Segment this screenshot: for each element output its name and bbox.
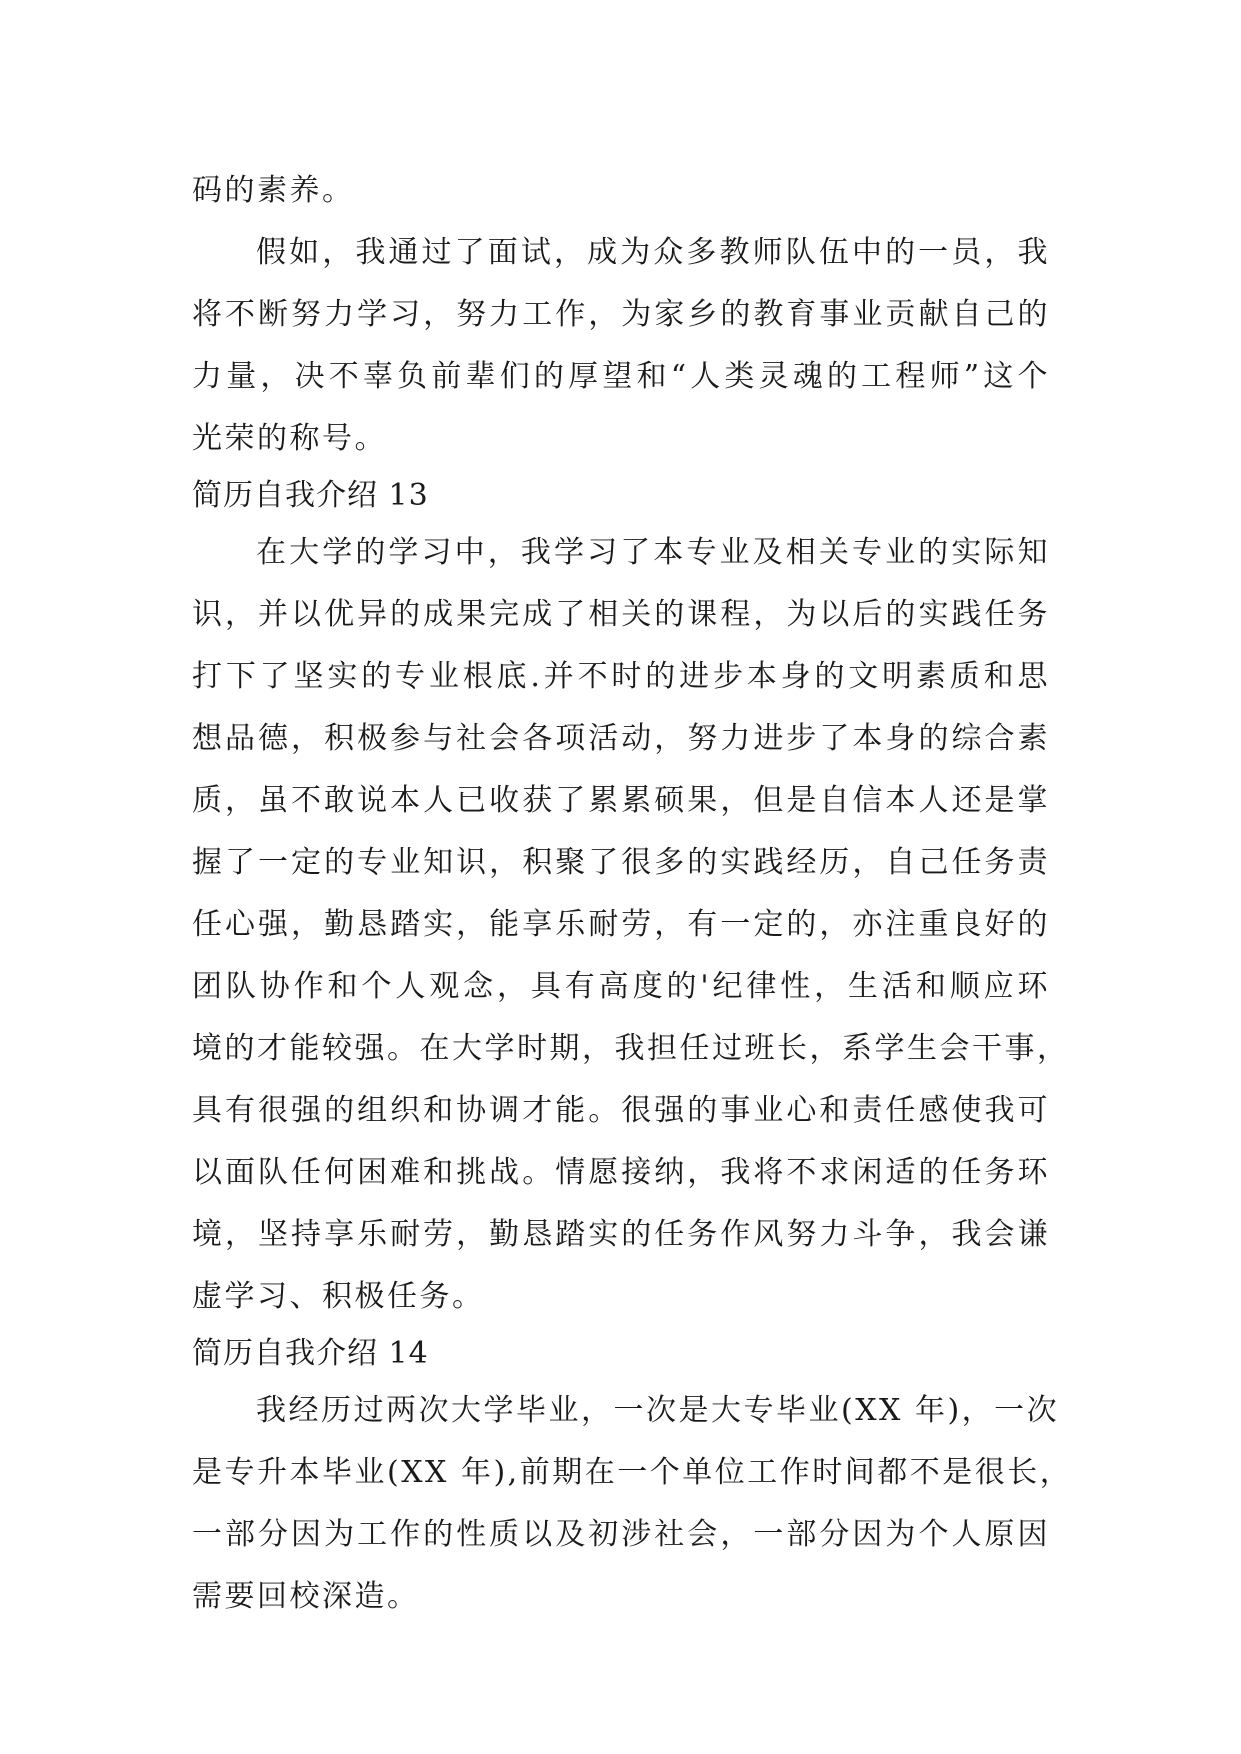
paragraph-line: 境，坚持享乐耐劳，勤恳踏实的任务作风努力斗争，我会谦 bbox=[192, 1217, 1050, 1252]
paragraph-line: 以面队任何困难和挑战。情愿接纳，我将不求闲适的任务环 bbox=[192, 1155, 1050, 1190]
paragraph-intro bbox=[192, 222, 1050, 470]
paragraph-line: 团队协作和个人观念，具有高度的'纪律性，生活和顺应环 bbox=[192, 969, 1050, 1004]
paragraph-line: 将不断努力学习，努力工作，为家乡的教育事业贡献自己的 bbox=[192, 297, 1050, 332]
paragraph-line: 光荣的称号。 bbox=[192, 421, 387, 456]
paragraph-line: 假如，我通过了面试，成为众多教师队伍中的一员，我 bbox=[256, 235, 1050, 270]
paragraph-line: 一部分因为工作的性质以及初涉社会，一部分因为个人原因 bbox=[192, 1517, 1050, 1552]
paragraph-line: 识，并以优异的成果完成了相关的课程，为以后的实践任务 bbox=[192, 597, 1050, 632]
paragraph-line: 是专升本毕业(XX 年),前期在一个单位工作时间都不是很长， bbox=[192, 1455, 1073, 1490]
paragraph-line: 需要回校深造。 bbox=[192, 1579, 420, 1614]
paragraph-line: 境的才能较强。在大学时期，我担任过班长，系学生会干事， bbox=[192, 1031, 1070, 1066]
paragraph-line: 我经历过两次大学毕业，一次是大专毕业(XX 年)，一次 bbox=[256, 1393, 1060, 1428]
document-body bbox=[192, 160, 1073, 1628]
paragraph-line: 想品德，积极参与社会各项活动，努力进步了本身的综合素 bbox=[192, 721, 1050, 756]
paragraph-13 bbox=[192, 522, 1070, 1328]
paragraph-line: 力量，决不辜负前辈们的厚望和“人类灵魂的工程师”这个 bbox=[192, 359, 1050, 394]
paragraph-line: 握了一定的专业知识，积聚了很多的实践经历，自己任务责 bbox=[192, 845, 1050, 880]
paragraph-line: 码的素养。 bbox=[192, 173, 355, 208]
section-heading-13: 简历自我介绍 13 bbox=[192, 478, 429, 513]
section-heading-14: 简历自我介绍 14 bbox=[192, 1336, 429, 1371]
paragraph-line: 虚学习、积极任务。 bbox=[192, 1279, 485, 1314]
paragraph-line: 质，虽不敢说本人已收获了累累硕果，但是自信本人还是掌 bbox=[192, 783, 1050, 818]
paragraph-line: 在大学的学习中，我学习了本专业及相关专业的实际知 bbox=[256, 535, 1050, 570]
paragraph-line: 任心强，勤恳踏实，能享乐耐劳，有一定的，亦注重良好的 bbox=[192, 907, 1050, 942]
paragraph-line: 打下了坚实的专业根底.并不时的进步本身的文明素质和思 bbox=[192, 659, 1050, 694]
paragraph-14 bbox=[192, 1380, 1073, 1628]
paragraph-line: 具有很强的组织和协调才能。很强的事业心和责任感使我可 bbox=[192, 1093, 1050, 1128]
